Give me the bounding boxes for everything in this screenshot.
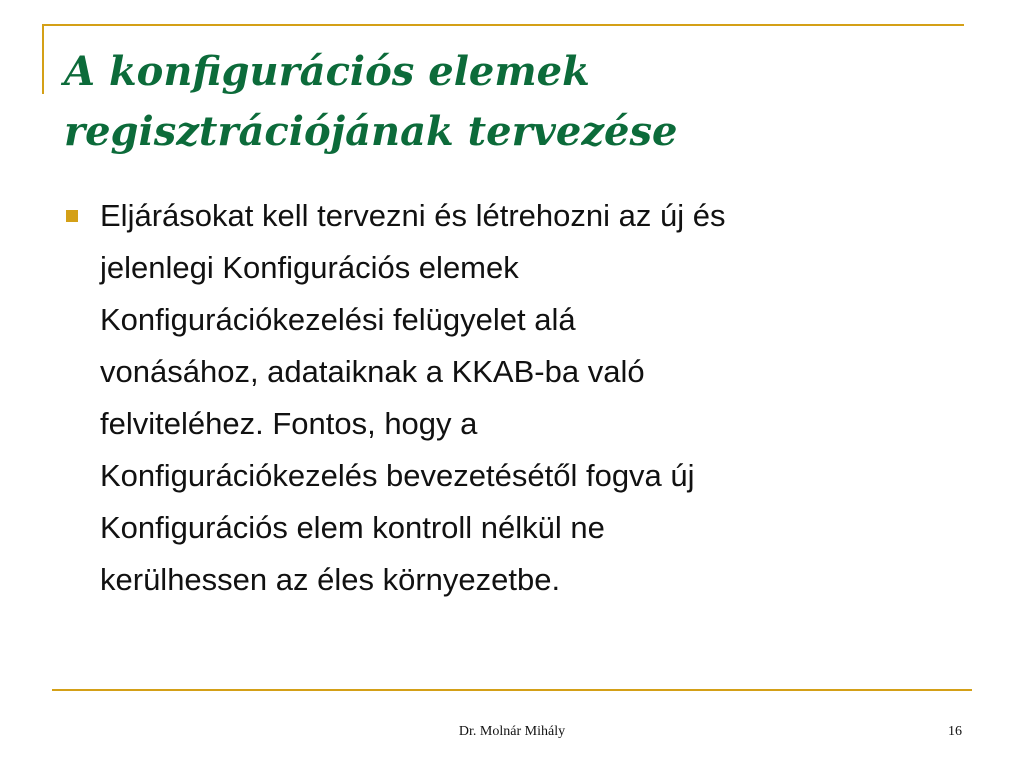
bullet-text-line: felviteléhez. Fontos, hogy a xyxy=(100,406,478,441)
bullet-list xyxy=(62,190,962,606)
page-number: 16 xyxy=(948,724,962,739)
bullet-text-line: Konfigurációkezelési felügyelet alá xyxy=(100,302,576,337)
frame-left-rule xyxy=(42,24,44,94)
bullet-text-line: Konfigurációs elem kontroll nélkül ne xyxy=(100,510,605,545)
bullet-item xyxy=(62,190,962,606)
slide-title-line: regisztrációjának tervezése xyxy=(64,108,678,155)
footer-rule xyxy=(52,689,972,691)
square-bullet-icon xyxy=(66,210,78,222)
bullet-text-line: kerülhessen az éles környezetbe. xyxy=(100,562,561,597)
slide-title-line: A konfigurációs elemek xyxy=(64,48,590,95)
bullet-text-line: vonásához, adataiknak a KKAB-ba való xyxy=(100,354,645,389)
bullet-text-line: Konfigurációkezelés bevezetésétől fogva új xyxy=(100,458,695,493)
frame-top-rule xyxy=(42,24,964,26)
footer-author: Dr. Molnár Mihály xyxy=(458,724,566,739)
bullet-text-line: jelenlegi Konfigurációs elemek xyxy=(100,250,519,285)
slide-title xyxy=(64,42,964,162)
bullet-text-line: Eljárásokat kell tervezni és létrehozni az új és xyxy=(100,198,726,233)
